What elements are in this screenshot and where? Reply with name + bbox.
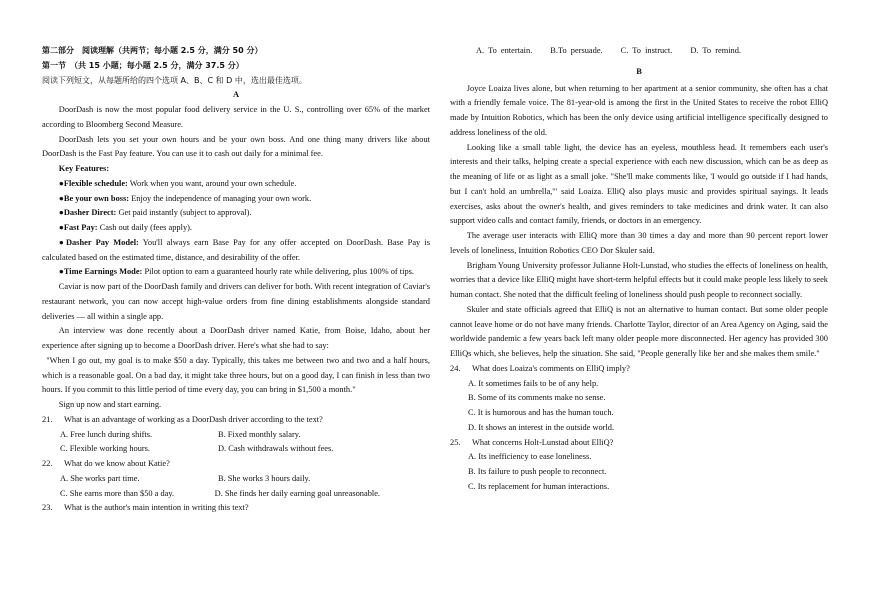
option-d[interactable]: D. To remind. (690, 46, 742, 55)
question-number: 21. (42, 414, 53, 424)
section-heading: 第一节 （共 15 小题；每小题 2.5 分，满分 37.5 分） (42, 60, 244, 70)
question-number: 25. (450, 437, 461, 447)
option-row (42, 428, 430, 443)
passage-a-paragraph-4: An interview was done recently about a DoorDash driver named Katie, from Boise, Idaho, about her experience after signing up to become a DoorDash driver. Here's what she had to say: (42, 326, 430, 350)
option-b[interactable]: B. Some of its comments make no sense. (468, 393, 606, 403)
right-column (450, 44, 828, 495)
passage-a-paragraph-3: Caviar is now part of the DoorDash family and drivers can deliver for both. With recent integration of Caviar's restaurant network, you can now accept high-value orders from fine dining establishments alongside standard deliveries — all within a single app. (42, 282, 430, 321)
feature-text: Pilot option to earn a guaranteed hourly rate while delivering, plus 100% of tips. (142, 267, 415, 277)
feature-item (42, 192, 430, 207)
question-number: 24. (450, 363, 461, 373)
question-stem: What does Loaiza's comments on ElliQ imply? (472, 363, 630, 373)
passage-b-letter: B (636, 66, 642, 76)
feature-text: Cash out daily (fees apply). (97, 223, 193, 232)
option-a[interactable]: A. It sometimes fails to be of any help. (468, 378, 599, 388)
katie-quote: "When I go out, my goal is to make $50 a day. Typically, this takes me between two and two and a half hours, which is a reasonable goal. On a bad day, it might take three hours, but on a good day, I can finish in less than two hours. If you commit to this little period of time every day, you can bring in $1,500 a month." (42, 355, 430, 395)
option-b[interactable]: B. She works 3 hours daily. (218, 473, 311, 483)
question-stem: What concerns Holt-Lunstad about ElliQ? (472, 437, 614, 447)
passage-b-paragraph-1: Joyce Loaiza lives alone, but when returning to her apartment at a senior community, she often has a chat with a friendly female voice. The 81-year-old is among the first in the United States to receive the robot ElliQ made by Intuition Robotics, which has been the only device using artificial intelligence specifically designed to address loneliness of the old. (450, 83, 828, 137)
passage-b-paragraph-3: The average user interacts with ElliQ more than 30 times a day and more than 90 percent report lower levels of loneliness, Intuition Robotics CEO Dor Skuler said. (450, 231, 828, 255)
feature-text: Get paid instantly (subject to approval). (116, 208, 252, 218)
option-row (42, 442, 430, 457)
question-stem: What is the author's main intention in writing this text? (64, 503, 249, 513)
feature-list (42, 177, 430, 280)
option-c[interactable]: C. It is humorous and has the human touch. (468, 408, 614, 417)
option-a[interactable]: A. Its inefficiency to ease loneliness. (468, 452, 592, 462)
key-features-heading: Key Features: (58, 164, 110, 173)
part-heading: 第二部分 阅读理解（共两节；每小题 2.5 分，满分 50 分） (42, 46, 263, 55)
option-a[interactable]: A. Free lunch during shifts. (60, 429, 153, 439)
option-d[interactable]: D. Cash withdrawals without fees. (218, 444, 334, 454)
option-b[interactable]: B. Fixed monthly salary. (218, 429, 301, 439)
option-a[interactable]: A. She works part time. (60, 473, 140, 483)
feature-item (42, 265, 430, 280)
left-column (42, 44, 430, 516)
feature-item (42, 236, 430, 266)
passage-b-paragraph-5: Skuler and state officials agreed that ElliQ is not an alternative to human contact. But some older people cannot leave home or do not have many friends. Charlotte Taylor, director of an Area Agency on Aging, said the worldwide pandemic a few years back left many older people more disconnected. Her agency has provided 300 ElliQs which, she believes, help the situation. She said, "People generally like her and she makes them smile." (450, 304, 828, 358)
question-number: 23. (42, 503, 53, 513)
feature-label: ●Dasher Pay Model: (58, 237, 139, 247)
option-d[interactable]: D. It shows an interest in the outside world. (468, 422, 615, 432)
feature-label: ●Flexible schedule: (58, 178, 128, 188)
feature-label: ●Be your own boss: (58, 193, 130, 203)
feature-text: You'll always earn Base Pay for any offer accepted on DoorDash. Base Pay is calculated based on the estimated time, distance, and desirability of the offer. (42, 237, 430, 262)
option-b[interactable]: B. Its failure to push people to reconnect. (468, 467, 607, 476)
option-b[interactable]: B.To persuade. (550, 46, 603, 55)
passage-b-paragraph-2: Looking like a small table light, the device has an eyeless, mouthless head. It remembers each user's interests and their talks, helping create a special experience with each new discussion, which can be as deep as the meaning of life or as light as a small joke. "She'll make comments like, 'I would go outside if I had hands, but I can't hold an umbrella,'" said Loaiza. ElliQ also plays music and provides spiritual sayings. It leads exercises, asks about the owner's health, and gives reminders to take medicines and drink water. It can also support video calls and contact family, friends, or doctors in an emergency. (450, 142, 828, 226)
option-d[interactable]: D. She finds her daily earning goal unreasonable. (214, 488, 381, 498)
feature-item (42, 177, 430, 192)
question-25 (450, 436, 828, 495)
feature-item (42, 221, 430, 236)
option-c[interactable]: C. Flexible working hours. (60, 444, 151, 454)
feature-label: ●Dasher Direct: (58, 208, 117, 218)
passage-a-letter: A (232, 90, 240, 100)
signup-line: Sign up now and start earning. (58, 400, 162, 409)
feature-text: Enjoy the independence of managing your own work. (129, 193, 312, 203)
question-stem: What do we know about Katie? (64, 459, 170, 468)
option-c[interactable]: C. Its replacement for human interactions. (468, 481, 610, 491)
question-number: 22. (42, 459, 53, 468)
option-c[interactable]: C. She earns more than $50 a day. (60, 488, 175, 498)
option-a[interactable]: A. To entertain. (476, 46, 533, 55)
question-24 (450, 362, 828, 436)
option-c[interactable]: C. To instruct. (620, 46, 673, 55)
feature-label: ●Time Earnings Mode: (58, 267, 143, 277)
question-23 (42, 501, 430, 516)
feature-item (42, 206, 430, 221)
option-row (42, 472, 430, 487)
question-23-options (450, 44, 828, 59)
option-row (42, 487, 430, 502)
question-22 (42, 457, 430, 501)
passage-b-paragraph-4: Brigham Young University professor Julianne Holt-Lunstad, who studies the effects of loneliness on health, worries that a device like ElliQ might have short-term helpful effects but it could make people less likely to seek human contact. She noted that the difficult feeling of loneliness should push people to reconnect socially. (450, 260, 828, 299)
passage-a-paragraph-1: DoorDash is now the most popular food delivery service in the U. S., controlling over 65% of the market according to Bloomberg Second Measure. (42, 105, 430, 129)
instruction-text: 阅读下列短文，从每题所给的四个选项 A、B、C 和 D 中，选出最佳选项。 (42, 75, 307, 85)
question-21 (42, 413, 430, 457)
feature-label: ●Fast Pay: (58, 223, 98, 232)
passage-a-paragraph-2: DoorDash lets you set your own hours and be your own boss. And one thing many drivers like about DoorDash is the Fast Pay feature. You can use it to cash out daily for a minimal fee. (42, 134, 430, 159)
feature-text: Work when you want, around your own schedule. (127, 178, 297, 188)
question-stem: What is an advantage of working as a DoorDash driver according to the text? (64, 414, 323, 424)
